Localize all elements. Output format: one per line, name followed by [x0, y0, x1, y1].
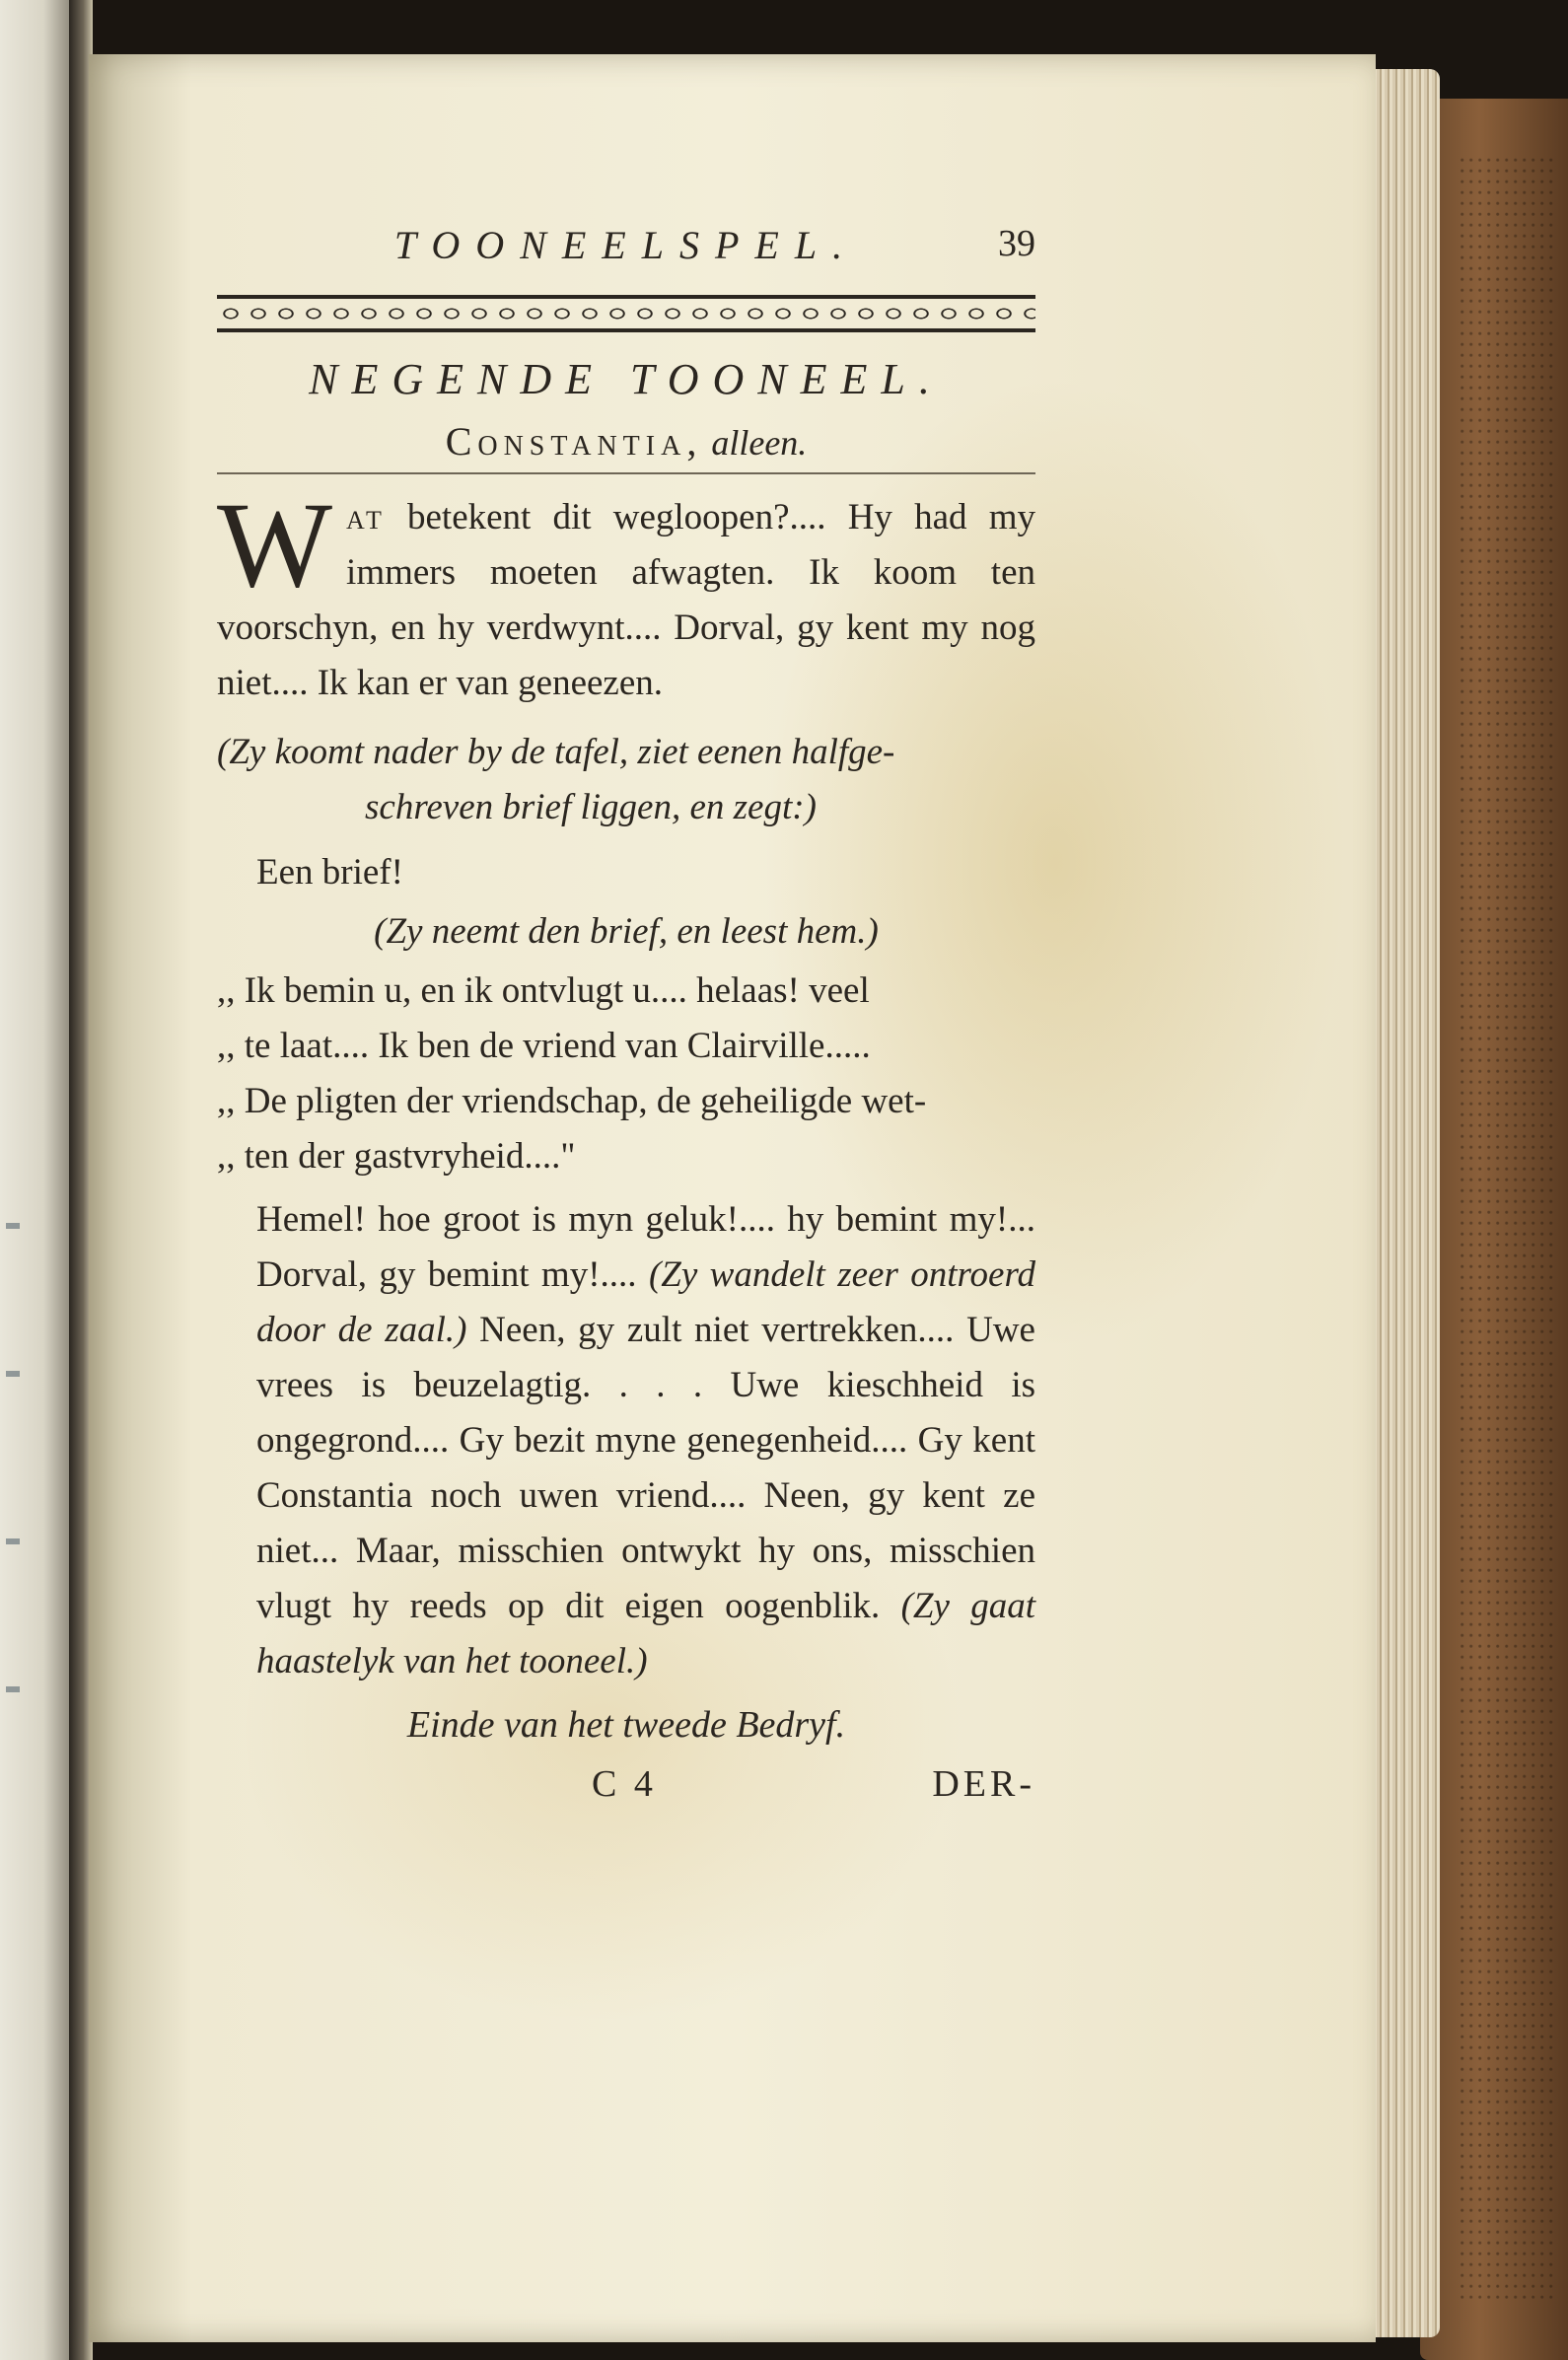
- ornamental-border: [217, 295, 1035, 332]
- opening-text: betekent dit wegloopen?.... Hy had my immers moeten afwagten. Ik koom ten voorschyn, en hy verdwynt.... Dorval, gy kent my nog niet.... Ik kan er van geneezen.: [217, 497, 1035, 703]
- stage-direction-2: (Zy neemt den brief, en leest hem.): [374, 911, 879, 952]
- letter-line-2: ,, te laat.... Ik ben de vriend van Clairville.....: [217, 1026, 871, 1066]
- letter-line-3: ,, De pligten der vriendschap, de geheiligde wet-: [217, 1081, 927, 1121]
- main-paragraph-part-2: Neen, gy zult niet vertrekken.... Uwe vrees is beuzelagtig. . . . Uwe kieschheid is ongegrond.... Gy bezit myne genegenheid.... Gy kent Constantia noch uwen vriend.... Neen, gy kent ze niet... Maar, misschien ontwykt hy ons, misschien vlugt hy reeds op dit eigen oogenblik.: [256, 1310, 1035, 1626]
- leather-cover: [1420, 99, 1568, 2360]
- page-number: 39: [998, 223, 1035, 264]
- main-paragraph: [217, 1192, 1035, 1689]
- character-name: Constantia,: [445, 419, 703, 464]
- opening-smallcaps: at: [346, 497, 386, 537]
- drop-cap: W: [217, 477, 333, 612]
- opening-paragraph: [217, 477, 1035, 711]
- main-paragraph-part-1: Hemel! hoe groot is myn geluk!.... hy bemint my!... Dorval, gy bemint my!....: [256, 1199, 1035, 1295]
- facing-page-edge: [0, 0, 79, 2360]
- letter-line-4: ,, ten der gastvryheid....": [217, 1136, 576, 1177]
- stage-direction-1-line-1: (Zy koomt nader by de tafel, ziet eenen halfge-: [217, 732, 895, 772]
- scene-title: NEGENDE TOONEEL.: [309, 355, 944, 403]
- stage-direction-1: [217, 725, 1035, 835]
- text-block: [217, 222, 1035, 1822]
- letter-quote: [217, 964, 1035, 1184]
- stage-direction-1-line-2: schreven brief liggen, en zegt:): [365, 787, 817, 827]
- running-title: TOONEELSPEL.: [393, 223, 859, 267]
- end-of-act: Einde van het tweede Bedryf.: [406, 1704, 846, 1746]
- catchword: DER-: [932, 1763, 1035, 1805]
- character-list: [217, 418, 1035, 474]
- running-head: [217, 222, 1035, 281]
- character-note: alleen.: [711, 423, 808, 463]
- inline-stage-direction-2: (Zy gaat haastelyk van het tooneel.): [256, 1586, 1035, 1681]
- inline-stage-direction-1: (Zy wandelt zeer ontroerd door de zaal.): [256, 1254, 1035, 1350]
- page-footer: [217, 1762, 1035, 1822]
- letter-line-1: ,, Ik bemin u, en ik ontvlugt u.... helaas! veel: [217, 970, 870, 1011]
- line-een-brief: Een brief!: [256, 852, 403, 893]
- book-page: [89, 54, 1376, 2342]
- signature-mark: C 4: [592, 1763, 657, 1805]
